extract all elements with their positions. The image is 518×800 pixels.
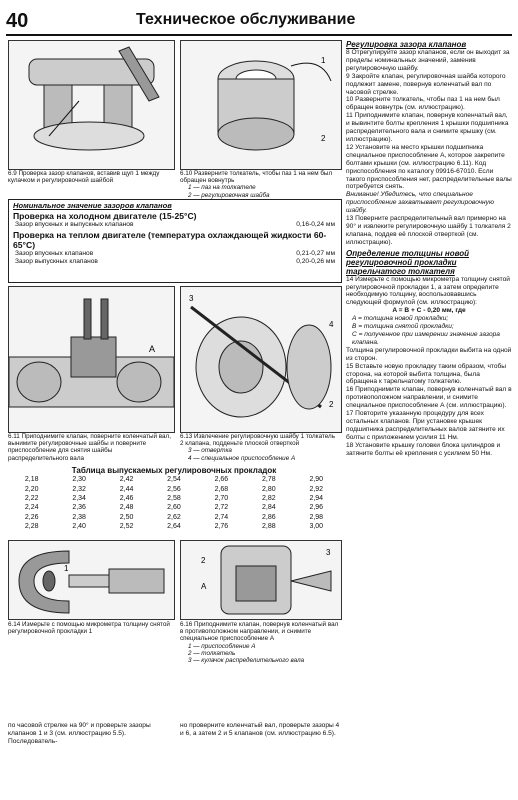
page-header	[6, 8, 512, 36]
shim-table-cell: 2,34	[72, 494, 86, 502]
svg-text:A: A	[201, 582, 207, 591]
shim-table-cell: 2,58	[167, 494, 181, 502]
shim-table-cell: 2,72	[214, 504, 229, 512]
paragraph-9: 9 Закройте клапан, регулировочная шайба которого подлежит замене, повернув коленчатый вал по часовой стрелке.	[346, 72, 506, 96]
figure-6-13-caption-text: 6.13 Извлечение регулировочную шайбу 1 толкатель 2 клапана, подденьте плоской отверткой	[180, 433, 335, 448]
spec-warm-value-2: 0,20-0,26 мм	[296, 258, 335, 265]
shim-table-cell: 2,38	[72, 513, 86, 521]
figure-6-13-illustration	[181, 287, 341, 432]
figure-6-11-illustration	[9, 287, 174, 432]
figure-6-10-legend-1: 1 — паз на толкателе	[188, 184, 256, 192]
figure-6-9-caption: 6.9 Проверка зазор клапанов, вставив щуп 1 между кулачком и регулировочной шайбой	[8, 170, 160, 185]
shim-table-row	[8, 475, 340, 484]
formula: A = B + C - 0,20 мм, где	[392, 307, 466, 315]
spec-warm-value-1: 0,21-0,27 мм	[296, 250, 335, 257]
spec-warm-label-2: Зазор выпускных клапанов	[15, 258, 98, 265]
shim-table-cell: 2,22	[24, 494, 39, 502]
shim-table-cell: 2,52	[119, 523, 134, 531]
shim-table-cell: 2,46	[119, 494, 134, 502]
section-valve-adjustment: Регулировка зазора клапанов	[346, 40, 467, 49]
shim-table-cell: 2,96	[309, 504, 324, 512]
figure-6-9-illustration	[9, 41, 174, 169]
paragraph-8: 8 Отрегулируйте зазор клапанов, если он выходит за пределы номинальных значений, заменив регулировочную шайбу.	[346, 49, 510, 72]
figure-6-14-caption: 6.14 Измерьте с помощью микрометра толщину снятой регулировочной прокладки 1	[8, 621, 170, 636]
paragraph-14b: Толщина регулировочной прокладки выбита на одной из сторон.	[346, 346, 512, 362]
paragraph-14: 14 Измерьте с помощью микрометра толщину снятой регулировочной прокладки 1, а затем определите необходимую толщину, воспользовавшись следующей формулой (см. иллюстрацию):	[346, 275, 510, 307]
shim-table-cell: 2,98	[309, 513, 324, 521]
section-shim-thickness: Определение толщины новой регулировочной прокладки тарельчатого толкателя	[346, 248, 469, 276]
spec-cold-value: 0,16-0,24 мм	[296, 221, 335, 228]
paragraph-17: 17 Повторите указанную процедуру для всех остальных клапанов. При установке крышек подшипника распределительных валов затяните их болты с приложением усилия 11 Нм.	[346, 410, 505, 441]
paragraph-13: 13 Поверните распределительный вал примерно на 90° и извлеките регулировочную шайбу 1 толкателя 2 клапана, поддев её плоской отверткой (см. иллюстрацию).	[346, 215, 511, 246]
shim-table-title: Таблица выпускаемых регулировочных прокладок	[71, 466, 277, 475]
figure-6-14-illustration	[9, 541, 174, 619]
figure-6-11	[8, 286, 175, 433]
shim-table-cell: 2,36	[72, 504, 86, 512]
shim-table-grid	[8, 475, 340, 531]
bottom-left-text: по часовой стрелке на 90° и проверьте зазоры клапанов 1 и 3 (см. иллюстрацию 5.5). Последователь-	[8, 722, 151, 745]
shim-table-cell: 2,18	[24, 476, 39, 484]
svg-text:A: A	[149, 344, 156, 354]
figure-6-13	[180, 286, 342, 433]
spec-cold-title: Проверка на холодном двигателе (15-25°C)	[13, 211, 197, 221]
figure-6-10-caption	[180, 170, 340, 199]
spec-warm-label-1: Зазор впускных клапанов	[15, 250, 94, 257]
figure-6-16-caption	[180, 621, 340, 664]
svg-text:3: 3	[326, 548, 331, 557]
shim-table-cell: 2,40	[72, 523, 86, 531]
svg-text:2: 2	[321, 134, 326, 143]
shim-table-cell: 2,26	[24, 513, 39, 521]
shim-table-cell: 2,32	[72, 485, 86, 493]
shim-table-cell: 2,82	[262, 494, 276, 502]
figure-6-10-illustration	[181, 41, 341, 169]
valve-clearance-spec-box	[8, 199, 342, 283]
figure-6-10-caption-text: 6.10 Разверните толкатель, чтобы паз 1 на нем был обращен вовнутрь	[180, 170, 333, 185]
shim-table-cell: 2,86	[262, 513, 276, 521]
shim-table-row	[8, 494, 340, 503]
figure-6-16-legend-3: 3 — кулачок распределительного вала	[188, 657, 305, 665]
page-number: 40	[6, 10, 29, 32]
right-column	[346, 40, 512, 795]
figure-6-13-legend-1: 3 — отвертка	[188, 447, 232, 455]
page-title: Техническое обслуживание	[136, 11, 356, 28]
figure-6-13-caption	[180, 433, 340, 462]
shim-table-cell: 2,20	[24, 485, 39, 493]
shim-table-cell: 2,94	[309, 494, 324, 502]
figure-6-10	[180, 40, 342, 170]
shim-table-cell: 2,28	[24, 523, 39, 531]
figure-6-16-illustration	[181, 541, 341, 619]
shim-table-cell: 2,74	[214, 513, 229, 521]
shim-table-cell: 2,90	[309, 476, 324, 484]
shim-table-row	[8, 522, 340, 531]
paragraph-18: 18 Установите крышку головки блока цилиндров и затяните болты её крепления с усилием 50 Нм.	[346, 441, 501, 457]
shim-table-cell: 3,00	[309, 523, 324, 531]
figure-6-14	[8, 540, 175, 620]
paragraph-16: 16 Приподнимите клапан, повернув коленчатый вал в противоположном направлении, и снимите специальное приспособление А (см. иллюстрацию).	[346, 386, 512, 410]
paragraph-12: 12 Установите на место крышки подшипника специальное приспособление А, которое закрепите болтами крышки (см. иллюстрацию 6.11). Код приспособления по каталогу 09916-67010. Если такого приспособления нет, распределительные валы потребуется снять.	[346, 143, 512, 191]
spec-cold-row	[9, 221, 341, 229]
svg-text:2: 2	[201, 556, 206, 565]
svg-text:4: 4	[329, 320, 334, 329]
shim-table-cell: 2,80	[262, 485, 276, 493]
paragraph-10: 10 Разверните толкатель, чтобы паз 1 на нем был обращен вовнутрь (см. иллюстрацию).	[346, 96, 500, 112]
shim-table-cell: 2,92	[309, 485, 324, 493]
shim-table-cell: 2,76	[214, 523, 229, 531]
figure-6-16-legend-1: 1 — приспособление А	[188, 642, 256, 650]
formula-def-b: B = толщина снятой прокладки;	[352, 323, 454, 331]
figure-6-16	[180, 540, 342, 620]
shim-table-cell: 2,88	[262, 523, 276, 531]
svg-text:1: 1	[64, 564, 69, 573]
shim-table-cell: 2,54	[167, 476, 181, 484]
shim-table	[8, 466, 340, 536]
shim-table-cell: 2,24	[24, 504, 39, 512]
warning-note: Внимание! Убедитесь, что специальное приспособление захватывает регулировочную шайбу.	[346, 191, 494, 215]
spec-cold-label: Зазор впускных и выпускных клапанов	[15, 221, 134, 228]
shim-table-cell: 2,42	[119, 476, 134, 484]
shim-table-cell: 2,84	[262, 504, 276, 512]
shim-table-cell: 2,66	[214, 476, 229, 484]
paragraph-11: 11 Приподнимите клапан, повернув коленчатый вал, и вывинтите болты крепления 1 крышки подшипника распределительного вала и снимите крышку (см. иллюстрацию).	[346, 112, 509, 143]
shim-table-cell: 2,44	[119, 485, 134, 493]
formula-def-a: A = толщина новой прокладки;	[352, 315, 449, 323]
shim-table-row	[8, 484, 340, 493]
svg-text:3: 3	[189, 294, 194, 303]
figure-6-11-caption: 6.11 Приподнимите клапан, поверните коленчатый вал, вынимите регулировочные шайбы и поверните приспособление для снятия шайбы распределительного вала	[8, 433, 171, 462]
shim-table-cell: 2,78	[262, 476, 276, 484]
shim-table-cell: 2,68	[214, 485, 229, 493]
spec-warm-row-2	[9, 258, 341, 266]
shim-table-cell: 2,56	[167, 485, 181, 493]
shim-table-row	[8, 503, 340, 512]
shim-table-cell: 2,64	[167, 523, 181, 531]
svg-text:2: 2	[329, 400, 334, 409]
spec-heading: Номинальное значение зазоров клапанов	[13, 201, 172, 210]
shim-table-cell: 2,62	[167, 513, 181, 521]
figure-6-16-legend-2: 2 — толкатель	[188, 649, 236, 657]
figure-6-16-caption-text: 6.16 Приподнимите клапан, повернув коленчатый вал в противоположном направлении, и снимите специальное приспособление А	[180, 621, 339, 643]
spec-warm-title: Проверка на теплом двигателе (температура охлаждающей жидкости 60-65°C)	[13, 230, 327, 250]
spec-warm-row-1	[9, 250, 341, 258]
paragraph-15: 15 Вставьте новую прокладку таким образом, чтобы сторона, на которой выбита толщина, была обращена к тарельчатому толкателю.	[346, 362, 507, 386]
figure-6-13-legend-2: 4 — специальное приспособление А	[188, 454, 296, 462]
bottom-middle-text: но проверните коленчатый вал, проверьте зазоры 4 и 6, а затем 2 и 5 клапанов (см. иллюстрацию 6.5).	[180, 722, 340, 737]
svg-text:1: 1	[321, 56, 326, 65]
shim-table-row	[8, 513, 340, 522]
shim-table-cell: 2,50	[119, 513, 134, 521]
formula-def-c: C = полученное при измерении значение зазора клапана.	[352, 331, 500, 346]
shim-table-cell: 2,30	[72, 476, 86, 484]
shim-table-cell: 2,70	[214, 494, 229, 502]
shim-table-cell: 2,48	[119, 504, 134, 512]
figure-6-9	[8, 40, 175, 170]
figure-6-10-legend-2: 2 — регулировочная шайба	[188, 191, 270, 199]
shim-table-cell: 2,60	[167, 504, 181, 512]
